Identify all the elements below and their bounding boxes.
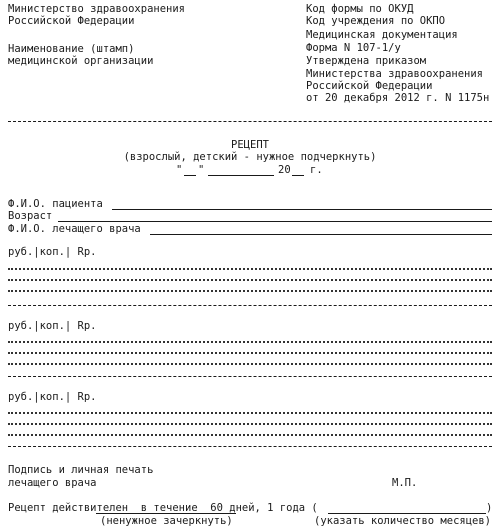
stamp-line2: медицинской организации: [8, 55, 154, 67]
rx-line[interactable]: [8, 268, 492, 270]
approving-ministry-line1: Министерства здравоохранения: [306, 68, 484, 80]
doctor-name-label: Ф.И.О. лечащего врача: [8, 223, 141, 235]
date-year-field[interactable]: [292, 175, 304, 176]
stamp-place: М.П.: [392, 477, 418, 489]
cut-line: [8, 305, 492, 306]
months-field[interactable]: [328, 513, 486, 514]
date-year-prefix: 20: [278, 164, 291, 176]
rx-line[interactable]: [8, 279, 492, 281]
cut-line: [8, 446, 492, 447]
approved-by: Утверждена приказом: [306, 55, 427, 67]
rx-line[interactable]: [8, 341, 492, 343]
rx-line[interactable]: [8, 352, 492, 354]
strike-choice-underline: [96, 513, 236, 514]
signature-line2: лечащего врача: [8, 477, 97, 489]
date-year-suffix: г.: [310, 164, 323, 176]
validity-close-paren: ): [486, 502, 493, 514]
doctor-name-field[interactable]: [150, 234, 492, 235]
patient-name-label: Ф.И.О. пациента: [8, 198, 103, 210]
approving-ministry-line2: Российской Федерации: [306, 80, 433, 92]
rx-line[interactable]: [8, 434, 492, 436]
date-day-field[interactable]: [184, 175, 196, 176]
order-date: от 20 декабря 2012 г. N 1175н: [306, 92, 490, 104]
validity-note-left: (ненужное зачеркнуть): [100, 515, 233, 527]
ministry-line1: Министерство здравоохранения: [8, 3, 186, 15]
doc-type: Медицинская документация: [306, 29, 458, 41]
okpo-label: Код учреждения по ОКПО: [306, 15, 446, 27]
form-number: Форма N 107-1/у: [306, 42, 401, 54]
stamp-line1: Наименование (штамп): [8, 43, 135, 55]
age-field[interactable]: [58, 221, 492, 222]
cut-line-top: [8, 121, 492, 122]
patient-name-field[interactable]: [112, 209, 492, 210]
recipe-subtitle: (взрослый, детский - нужное подчеркнуть): [123, 151, 377, 163]
rx-line[interactable]: [8, 412, 492, 414]
rx-label: руб.|коп.| Rp.: [8, 320, 97, 332]
rx-label: руб.|коп.| Rp.: [8, 246, 97, 258]
ministry-line2: Российской Федерации: [8, 15, 135, 27]
validity-note-right: (указать количество месяцев): [314, 515, 492, 527]
rx-line[interactable]: [8, 290, 492, 292]
rx-line[interactable]: [8, 363, 492, 365]
date-line: [0, 164, 500, 178]
date-open-quote: ": [176, 164, 183, 176]
age-label: Возраст: [8, 210, 53, 222]
rx-label: руб.|коп.| Rp.: [8, 391, 97, 403]
date-close-quote: ": [198, 164, 205, 176]
signature-line1: Подпись и личная печать: [8, 464, 154, 476]
rx-line[interactable]: [8, 423, 492, 425]
cut-line: [8, 376, 492, 377]
recipe-title: РЕЦЕПТ: [231, 139, 269, 151]
okud-label: Код формы по ОКУД: [306, 3, 414, 15]
date-month-field[interactable]: [208, 175, 274, 176]
validity-text: Рецепт действителен в течение 60 дней, 1 года (: [8, 502, 318, 514]
